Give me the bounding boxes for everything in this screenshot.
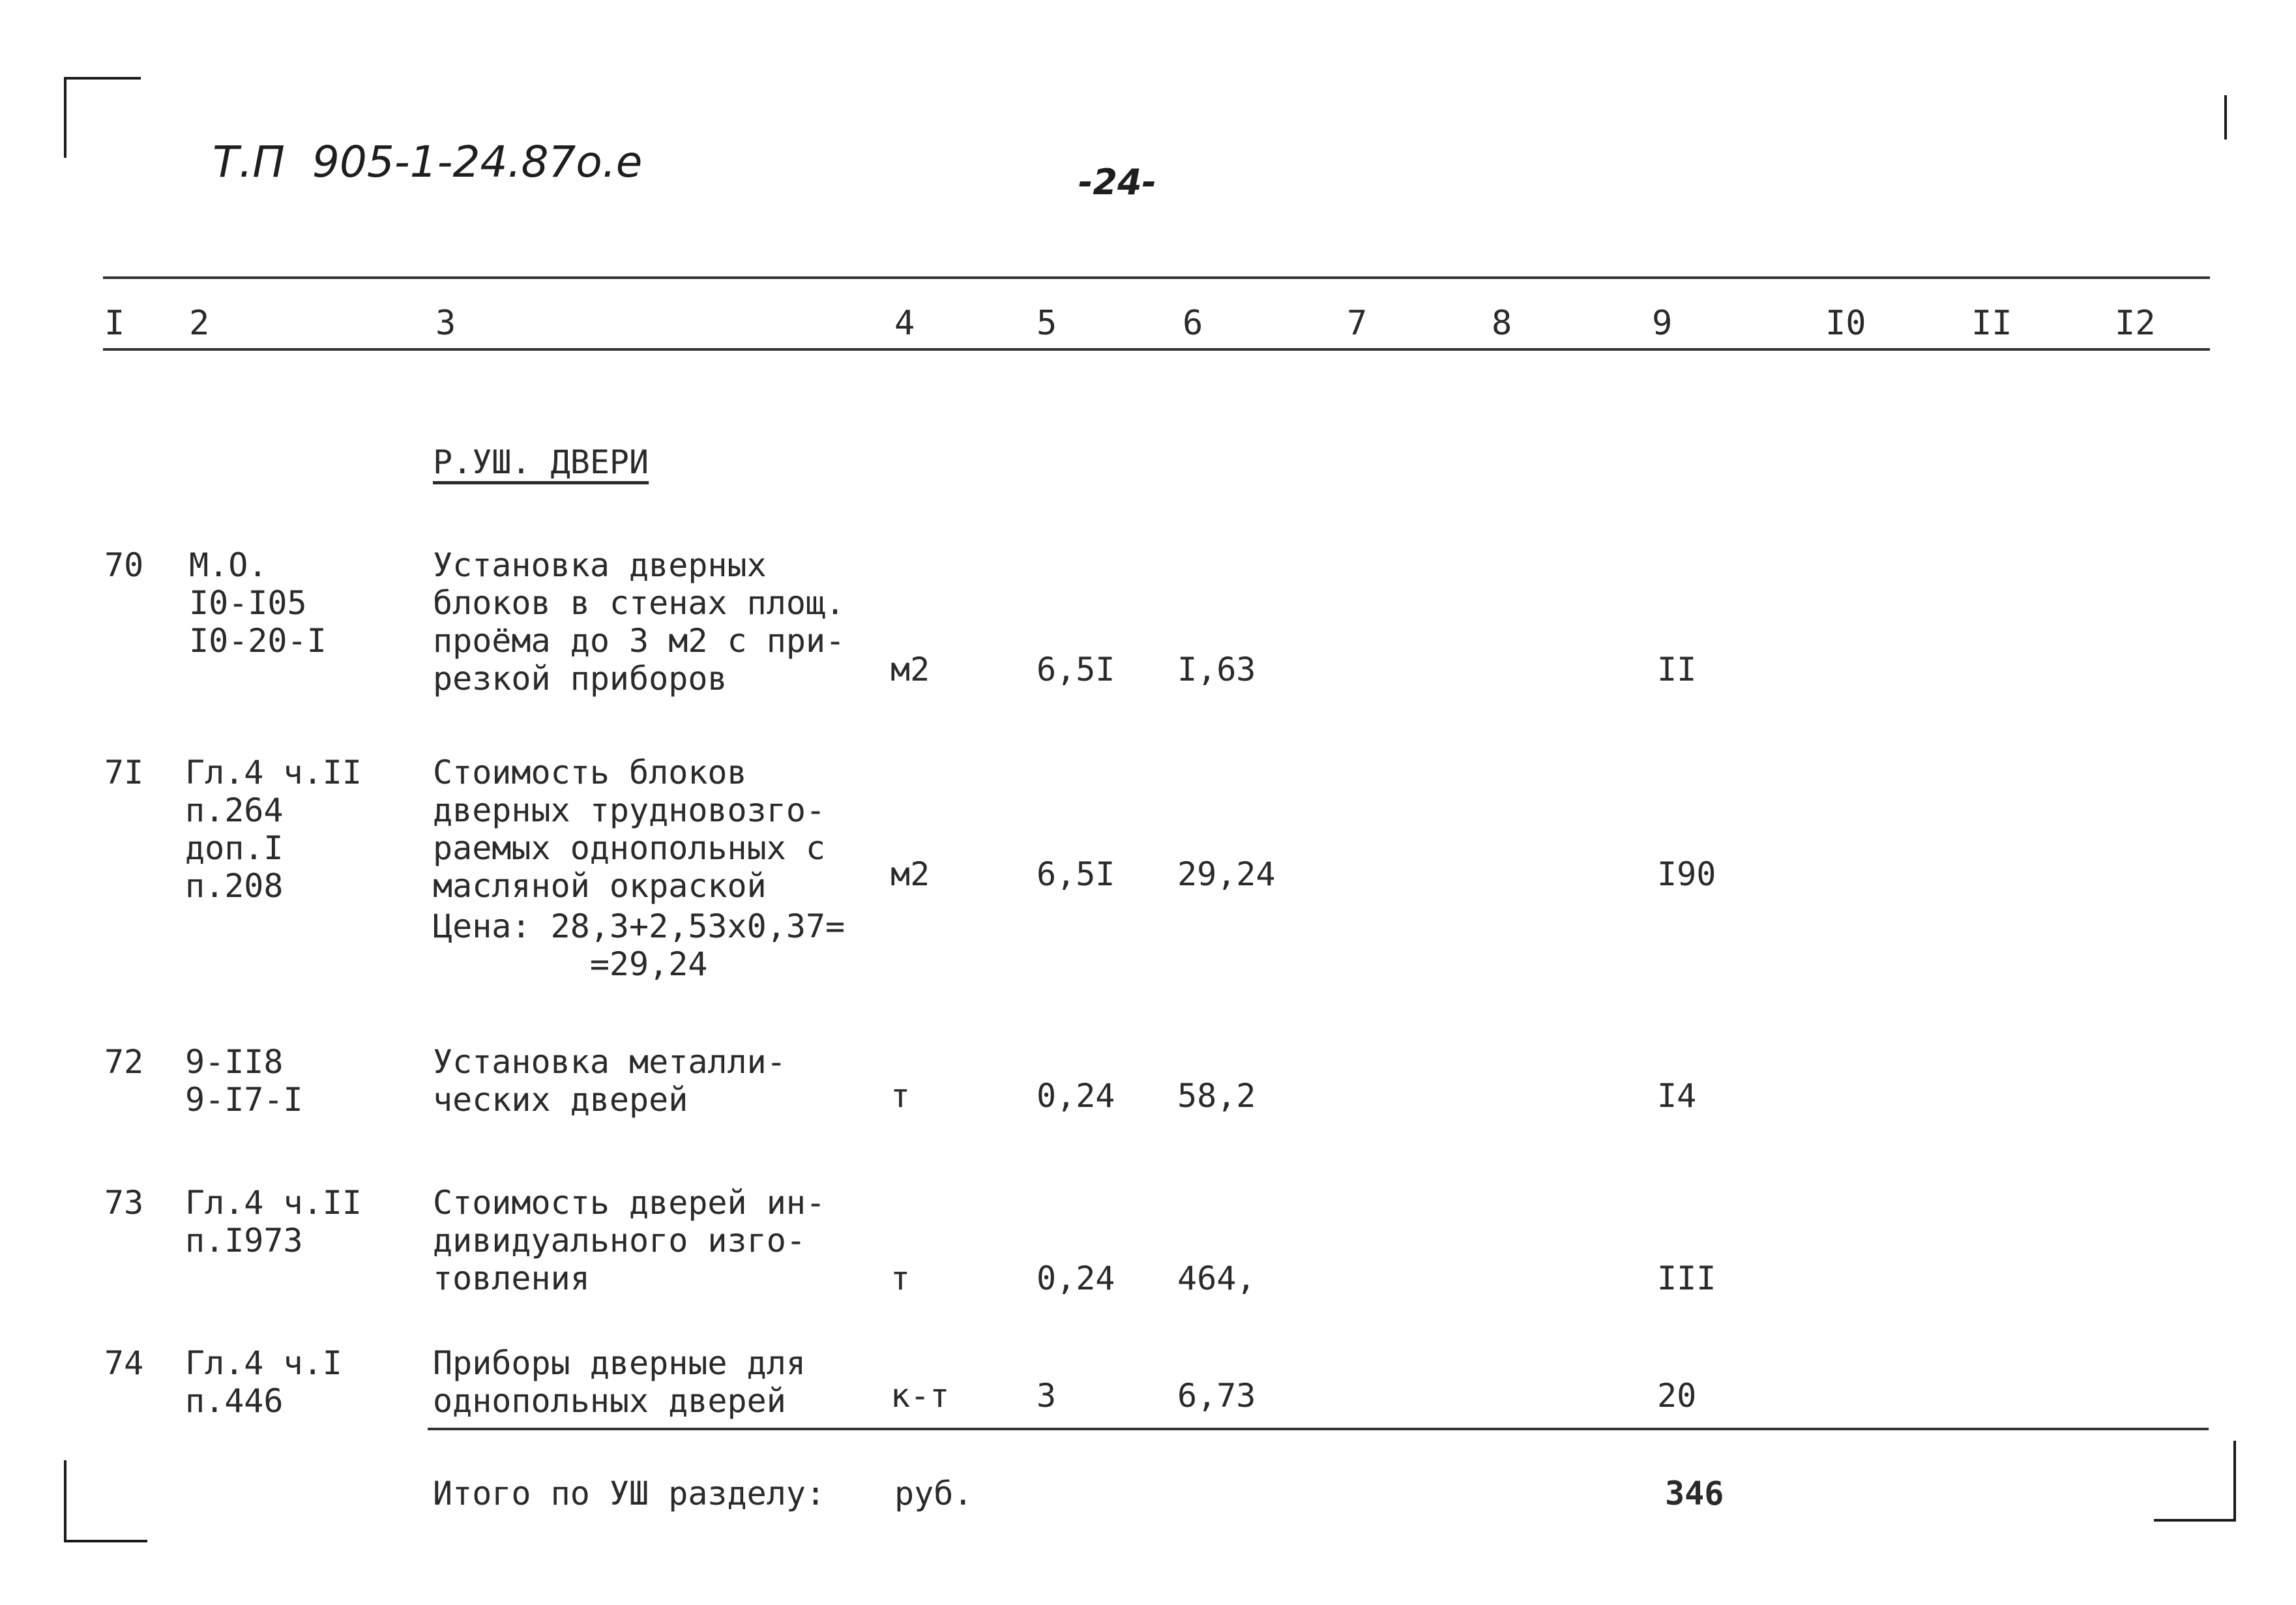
unit: к-т (890, 1377, 950, 1415)
quantity: 6,5I (1037, 651, 1115, 688)
page-number: -24- (1078, 162, 1156, 203)
column-number: 4 (894, 304, 915, 343)
column-number: 9 (1652, 304, 1673, 343)
work-description: Установка металли- ческих дверей (433, 1043, 786, 1119)
summary-label: Итого по УШ разделу: (433, 1475, 826, 1512)
norm-code: Гл.4 ч.I п.446 (185, 1344, 342, 1420)
column-number: I (104, 304, 125, 343)
unit-price: 29,24 (1177, 855, 1276, 893)
column-number: 7 (1347, 304, 1368, 343)
unit: т (890, 1259, 911, 1297)
header-bottom-rule (103, 348, 2210, 351)
column-number: I2 (2115, 304, 2156, 343)
work-description: Приборы дверные для однопольных дверей (433, 1344, 806, 1420)
unit-price: 6,73 (1177, 1377, 1256, 1415)
row-number: 74 (104, 1344, 144, 1382)
corner-mark-bottom-left (64, 1460, 147, 1542)
column-number: 2 (189, 304, 210, 343)
cost-total: I4 (1657, 1077, 1697, 1115)
document-code: Т.П 905-1-24.87о.е (213, 137, 643, 187)
section-title: Р.УШ. ДВЕРИ (433, 443, 649, 481)
column-number: 8 (1492, 304, 1512, 343)
unit: м2 (890, 855, 930, 893)
cost-total: I90 (1657, 855, 1716, 893)
quantity: 0,24 (1037, 1259, 1115, 1297)
unit-price: I,63 (1177, 651, 1256, 688)
corner-mark-top-right (2224, 95, 2227, 140)
unit-price: 58,2 (1177, 1077, 1256, 1115)
column-number: 6 (1183, 304, 1203, 343)
column-number: 5 (1037, 304, 1057, 343)
summary-total: 346 (1665, 1475, 1724, 1512)
norm-code: 9-II8 9-I7-I (185, 1043, 303, 1119)
work-description: Стоимость дверей ин- дивидуального изго- товления (433, 1184, 826, 1297)
corner-mark-top-left (64, 77, 141, 158)
cost-total: II (1657, 651, 1697, 688)
unit: м2 (890, 651, 930, 688)
cost-total: III (1657, 1259, 1716, 1297)
cost-total: 20 (1657, 1377, 1697, 1415)
column-number: II (1971, 304, 2012, 343)
summary-unit: руб. (894, 1475, 973, 1512)
work-description: Стоимость блоков дверных трудновозго- раемых однопольных с масляной окраской (433, 754, 826, 905)
work-description: Установка дверных блоков в стенах площ. проёма до 3 м2 с при- резкой приборов (433, 546, 846, 698)
row-number: 73 (104, 1184, 144, 1222)
norm-code: Гл.4 ч.II п.I973 (185, 1184, 362, 1259)
quantity: 3 (1037, 1377, 1057, 1415)
norm-code: М.О. I0-I05 I0-20-I (189, 546, 327, 660)
unit: т (890, 1077, 911, 1115)
norm-code: Гл.4 ч.II п.264 доп.I п.208 (185, 754, 362, 905)
column-number: I0 (1825, 304, 1866, 343)
total-rule (428, 1428, 2209, 1430)
quantity: 6,5I (1037, 855, 1115, 893)
row-number: 70 (104, 546, 144, 584)
quantity: 0,24 (1037, 1077, 1115, 1115)
column-number: 3 (435, 304, 456, 343)
header-top-rule (103, 276, 2210, 279)
unit-price: 464, (1177, 1259, 1256, 1297)
row-number: 72 (104, 1043, 144, 1081)
corner-mark-bottom-right (2154, 1441, 2236, 1522)
price-calculation-note: Цена: 28,3+2,53х0,37= =29,24 (433, 907, 846, 983)
row-number: 7I (104, 754, 144, 791)
